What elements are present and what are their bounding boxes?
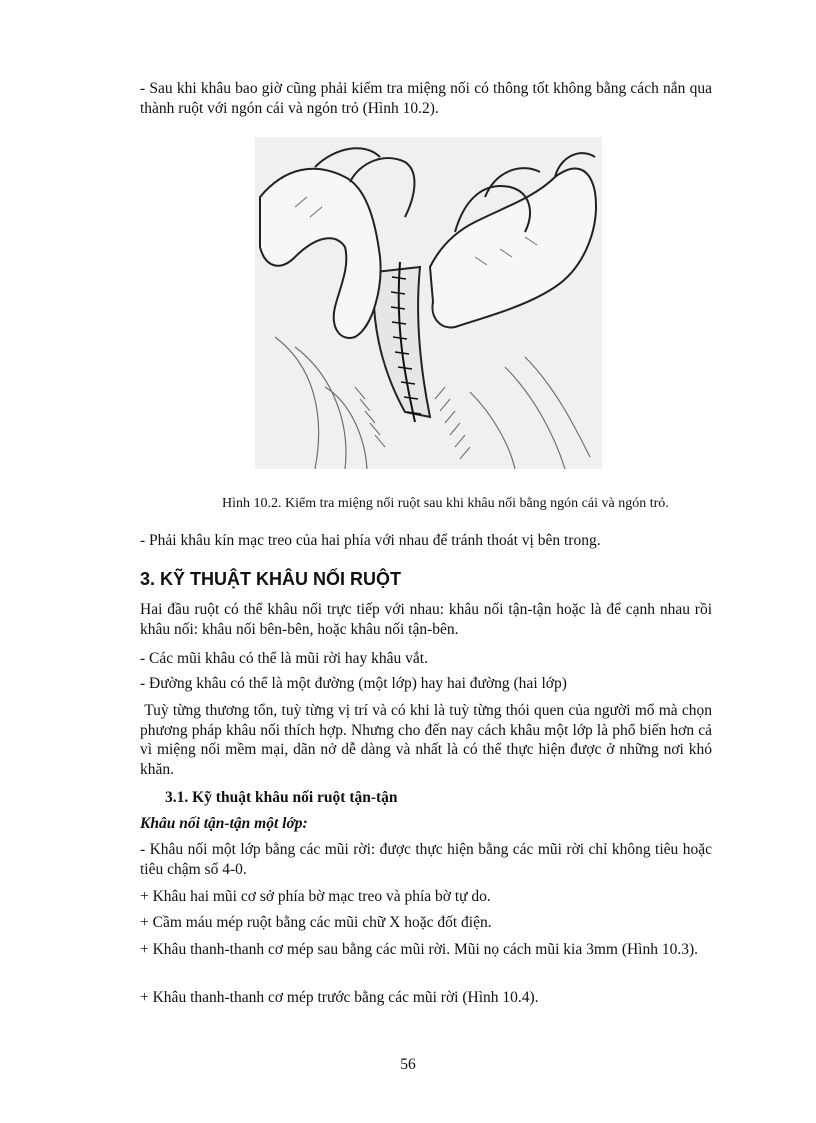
list-item-4: + Khâu thanh-thanh cơ mép sau bằng các mũi rời. Mũi nọ cách mũi kia 3mm (Hình 10.3). <box>140 941 699 958</box>
subsection-heading: 3.1. Kỹ thuật khâu nối ruột tận-tận <box>165 789 398 806</box>
section-paragraph-1: Hai đầu ruột có thể khâu nối trực tiếp với nhau: khâu nối tận-tận hoặc là để cạnh nhau rồi khâu nối: khâu nối bên-bên, hoặc khâu nối tận-bên. <box>140 601 712 638</box>
list-item-2: + Khâu hai mũi cơ sở phía bờ mạc treo và phía bờ tự do. <box>140 888 491 905</box>
hands-checking-anastomosis-illustration <box>255 137 602 469</box>
page-number: 56 <box>400 1056 416 1073</box>
section-heading: 3. KỸ THUẬT KHÂU NỐI RUỘT <box>140 569 401 589</box>
section-paragraph-4: Tuỳ từng thương tổn, tuỳ từng vị trí và có khi là tuỳ từng thói quen của người mổ mà chọn phương pháp khâu nối thích hợp. Nhưng cho đến nay cách khâu một lớp là phổ biến hơn cả vì miệng nối mềm mại, dãn nở dễ dàng và nhất là có thể thực hiện được ở những nơi khó khăn. <box>140 702 716 778</box>
list-item-5: + Khâu thanh-thanh cơ mép trước bằng các mũi rời (Hình 10.4). <box>140 989 539 1006</box>
figure-illustration <box>255 137 602 469</box>
list-item-1: - Khâu nối một lớp bằng các mũi rời: được thực hiện bằng các mũi rời chỉ không tiêu hoặc tiêu chậm số 4-0. <box>140 841 712 878</box>
intro-paragraph: - Sau khi khâu bao giờ cũng phải kiểm tra miệng nối có thông tốt không bằng cách nắn qua thành ruột với ngón cái và ngón trỏ (Hình 10.2). <box>140 80 712 117</box>
section-paragraph-2: - Các mũi khâu có thể là mũi rời hay khâu vắt. <box>140 650 428 667</box>
figure-caption: Hình 10.2. Kiểm tra miệng nối ruột sau khi khâu nối bằng ngón cái và ngón trỏ. <box>222 496 669 511</box>
list-item-3: + Cầm máu mép ruột bằng các mũi chữ X hoặc đốt điện. <box>140 914 492 931</box>
subsection-subheading: Khâu nối tận-tận một lớp: <box>140 815 308 832</box>
mesentery-paragraph: - Phải khâu kín mạc treo của hai phía với nhau để tránh thoát vị bên trong. <box>140 532 601 549</box>
section-paragraph-3: - Đường khâu có thể là một đường (một lớp) hay hai đường (hai lớp) <box>140 675 567 692</box>
